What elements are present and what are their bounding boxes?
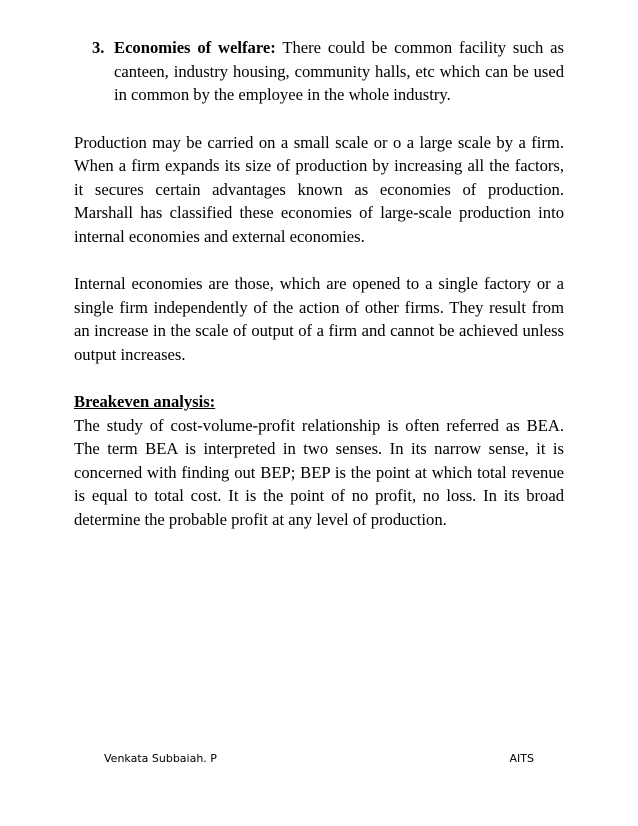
list-item-number: 3. — [92, 38, 105, 57]
list-item-text: There could be common facility such as canteen, industry housing, community halls, etc which can be used in common by the employee in the whole industry. — [114, 38, 565, 104]
list-item-economies-of-welfare — [74, 36, 564, 107]
paragraph-breakeven: The study of cost-volume-profit relationship is often referred as BEA. The term BEA is interpreted in two senses. In its narrow sense, it is concerned with finding out BEP; BEP is the point at which total revenue is equal to total cost. It is the point of no profit, no loss. In its broad determine the probable profit at any level of production. — [74, 415, 564, 529]
section-heading-breakeven: Breakeven analysis: — [74, 392, 216, 411]
list-item-body — [114, 36, 564, 107]
footer-author: Venkata Subbaiah. P — [104, 752, 217, 765]
list-item-title: Economies of welfare: — [114, 38, 276, 57]
page-content — [74, 36, 564, 555]
paragraph-economies-of-production: Production may be carried on a small scale or o a large scale by a firm. When a firm expands its size of production by increasing all the factors, it secures certain advantages known as economies of production. Marshall has classified these economies of large-scale production into internal economies and external economies. — [74, 132, 564, 246]
page-footer — [104, 752, 534, 765]
footer-institution: AITS — [509, 752, 534, 765]
paragraph-internal-economies: Internal economies are those, which are opened to a single factory or a single firm independently of the action of other firms. They result from an increase in the scale of output of a firm and cannot be achieved unless output increases. — [74, 274, 564, 364]
